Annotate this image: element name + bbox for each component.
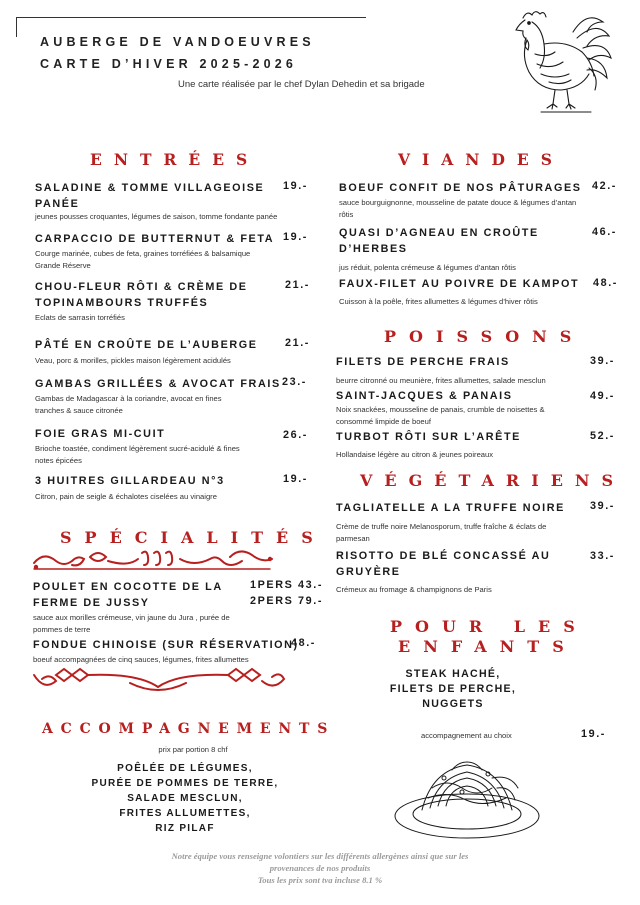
viande-item-name: FAUX-FILET AU POIVRE DE KAMPOT: [339, 278, 580, 290]
viande-item-name: QUASI D’AGNEAU EN CROÛTE D’HERBES: [339, 227, 539, 255]
poisson-item-desc: beurre citronné ou meunière, frites allumettes, salade mesclun: [336, 376, 546, 385]
poisson-item-price: 39.-: [590, 355, 616, 367]
specialite-item-price: 1PERS 43.-: [250, 579, 324, 591]
accompagnements-list: [70, 761, 300, 836]
entree-item-name: FOIE GRAS MI-CUIT: [35, 428, 166, 440]
accompagnement-item: RIZ PILAF: [155, 823, 215, 834]
specialite-item-name: FONDUE CHINOISE (SUR RÉSERVATION): [33, 639, 299, 651]
vegetarien-item-desc: Crémeux au fromage & champignons de Paris: [336, 585, 492, 594]
viande-item-desc: Cuisson à la poêle, frites allumettes & légumes d’hiver rôtis: [339, 297, 538, 306]
pasta-plate-illustration: [392, 748, 542, 843]
entree-item-price: 26.-: [283, 429, 309, 441]
entree-item-desc: Gambas de Madagascar à la coriandre, avocat en fines tranches & sauce citronée: [35, 394, 222, 415]
menu-subtitle: Une carte réalisée par le chef Dylan Dehedin et sa brigade: [178, 79, 425, 90]
frame-line-top: [16, 17, 366, 18]
enfants-item: FILETS DE PERCHE,: [389, 683, 517, 695]
accompagnements-heading: ACCOMPAGNEMENTS: [42, 721, 336, 737]
entree-item-name: 3 HUITRES GILLARDEAU N°3: [35, 475, 225, 487]
viande-item-price: 48.-: [593, 277, 619, 289]
viande-item-name: BOEUF CONFIT DE NOS PÂTURAGES: [339, 182, 582, 194]
vegetarien-item-price: 39.-: [590, 500, 616, 512]
entree-item-desc: jeunes pousses croquantes, légumes de saison, tomme fondante panée: [35, 212, 278, 221]
accompagnements-note: prix par portion 8 chf: [158, 745, 228, 754]
frame-line-left: [16, 17, 17, 37]
ornament-divider-top: [30, 547, 275, 575]
enfants-price: 19.-: [581, 728, 607, 740]
specialite-item-price: 2PERS 79.-: [250, 595, 324, 607]
viande-item-desc: sauce bourguignonne, mousseline de patate douce & légumes d’antan rôtis: [339, 198, 577, 219]
entree-item-price: 21.-: [285, 279, 311, 291]
viandes-heading: VIANDES: [398, 150, 564, 169]
entree-item-price: 21.-: [285, 337, 311, 349]
poisson-item-desc: Noix snackées, mousseline de panais, crumble de noisettes & consommé limpide de boeuf: [336, 405, 545, 426]
enfants-item: STEAK HACHÉ,: [405, 668, 501, 680]
entree-item-price: 19.-: [283, 180, 309, 192]
restaurant-name: AUBERGE DE VANDOEUVRES: [40, 35, 315, 49]
entree-item-name: SALADINE & TOMME VILLAGEOISE PANÉE: [35, 182, 265, 210]
entree-item-price: 23.-: [282, 376, 308, 388]
accompagnement-item: SALADE MESCLUN,: [127, 793, 243, 804]
specialite-item-desc: sauce aux morilles crémeuse, vin jaune du Jura , purée de pommes de terre: [33, 613, 230, 634]
enfants-note: accompagnement au choix: [421, 731, 512, 740]
viande-item-desc: jus réduit, polenta crémeuse & légumes d’antan rôtis: [339, 263, 516, 272]
poisson-item-name: FILETS DE PERCHE FRAIS: [336, 356, 510, 368]
viande-item-price: 46.-: [592, 226, 618, 238]
entree-item-name: PÂTÉ EN CROÛTE DE L’AUBERGE: [35, 339, 258, 351]
enfants-heading-line2: ENFANTS: [398, 637, 577, 656]
footer-allergens-line1: Notre équipe vous renseigne volontiers sur les différents allergènes ainsi que sur les: [171, 851, 469, 861]
specialite-item-name: POULET EN COCOTTE DE LA FERME DE JUSSY: [33, 581, 223, 609]
entree-item-desc: Brioche toastée, condiment légèrement sucré-acidulé & fines notes épicées: [35, 444, 240, 465]
entree-item-price: 19.-: [283, 231, 309, 243]
entree-item-desc: Veau, porc & morilles, pickles maison légèrement acidulés: [35, 356, 231, 365]
entree-item-name: CHOU-FLEUR RÔTI & CRÈME DE TOPINAMBOURS TRUFFÉS: [35, 281, 248, 309]
enfants-item: NUGGETS: [422, 698, 484, 710]
footer-allergens-line2: provenances de nos produits: [269, 863, 371, 873]
entree-item-desc: Courge marinée, cubes de feta, graines torréfiées & balsamique Grande Réserve: [35, 249, 251, 270]
poisson-item-name: TURBOT RÔTI SUR L’ARÊTE: [336, 431, 521, 443]
poisson-item-price: 49.-: [590, 390, 616, 402]
entree-item-price: 19.-: [283, 473, 309, 485]
accompagnement-item: FRITES ALLUMETTES,: [119, 808, 251, 819]
viande-item-price: 42.-: [592, 180, 618, 192]
poissons-heading: POISSONS: [384, 327, 585, 346]
ornament-divider-bottom: [30, 665, 290, 695]
entree-item-desc: Eclats de sarrasin torréfiés: [35, 313, 125, 322]
vegetarien-item-name: RISOTTO DE BLÉ CONCASSÉ AU GRUYÈRE: [336, 550, 551, 578]
specialite-item-desc: boeuf accompagnées de cinq sauces, légumes, frites allumettes: [33, 655, 249, 664]
menu-season-title: CARTE D’HIVER 2025-2026: [40, 57, 298, 71]
entree-item-name: GAMBAS GRILLÉES & AVOCAT FRAIS: [35, 378, 281, 390]
poisson-item-desc: Hollandaise légère au citron & jeunes poireaux: [336, 450, 494, 459]
specialites-heading: SPÉCIALITÉS: [60, 528, 326, 547]
vegetariens-heading: VÉGÉTARIENS: [360, 471, 626, 490]
accompagnement-item: POÊLÉE DE LÉGUMES,: [117, 763, 253, 774]
rooster-illustration: [505, 4, 615, 116]
specialite-item-price: 48.-: [291, 637, 317, 649]
enfants-list: [368, 667, 538, 712]
poisson-item-name: SAINT-JACQUES & PANAIS: [336, 390, 513, 402]
vegetarien-item-name: TAGLIATELLE A LA TRUFFE NOIRE: [336, 502, 565, 514]
entree-item-desc: Citron, pain de seigle & échalotes ciselées au vinaigre: [35, 492, 217, 501]
entrees-heading: ENTRÉES: [90, 150, 260, 169]
vegetarien-item-price: 33.-: [590, 550, 616, 562]
footer-vat-note: Tous les prix sont tva incluse 8.1 %: [257, 875, 383, 885]
poisson-item-price: 52.-: [590, 430, 616, 442]
vegetarien-item-desc: Crème de truffe noire Melanosporum, truffe fraîche & éclats de parmesan: [336, 522, 547, 543]
accompagnement-item: PURÉE DE POMMES DE TERRE,: [91, 778, 279, 789]
enfants-heading-line1: POUR LES: [390, 617, 588, 636]
entree-item-name: CARPACCIO DE BUTTERNUT & FETA: [35, 233, 275, 245]
